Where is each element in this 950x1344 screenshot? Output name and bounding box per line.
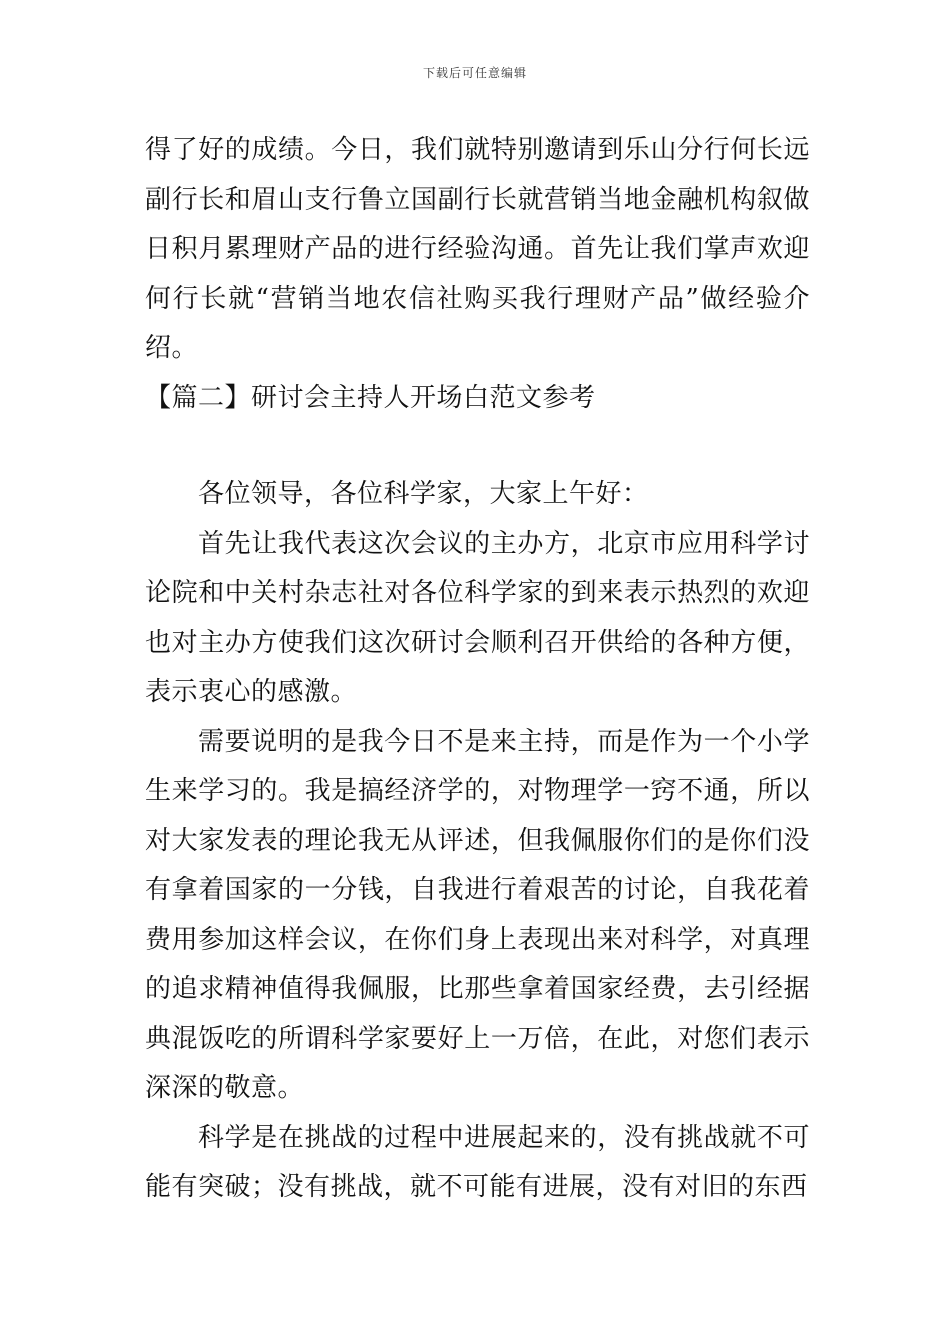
- paragraph-welcome: 首先让我代表这次会议的主办方，北京市应用科学讨论院和中关村杂志社对各位科学家的到来表示热烈的欢迎也对主办方使我们这次研讨会顺利召开供给的各种方便，表示衷心的感激。: [145, 528, 810, 707]
- paragraph-intro-continuation: 得了好的成绩。今日，我们就特别邀请到乐山分行何长远副行长和眉山支行鲁立国副行长就营销当地金融机构叙做日积月累理财产品的进行经验沟通。首先让我们掌声欢迎何行长就“营销当地农信社购买我行理财产品”做经验介绍。: [145, 135, 810, 363]
- page-header-note: 下载后可任意编辑: [422, 66, 527, 80]
- paragraph-explanation: 需要说明的是我今日不是来主持，而是作为一个小学生来学习的。我是搞经济学的，对物理学一窍不通，所以对大家发表的理论我无从评述，但我佩服你们的是你们没有拿着国家的一分钱，自我进行着艰苦的讨论，自我花着费用参加这样会议，在你们身上表现出来对科学，对真理的追求精神值得我佩服，比那些拿着国家经费，去引经据典混饭吃的所谓科学家要好上一万倍，在此，对您们表示深深的敬意。: [145, 726, 810, 1103]
- document-body: [145, 126, 810, 1213]
- paragraph-science: 科学是在挑战的过程中进展起来的，没有挑战就不可能有突破；没有挑战，就不可能有进展，没有对旧的东西: [145, 1122, 810, 1202]
- paragraph-greeting: 各位领导，各位科学家，大家上午好：: [198, 479, 649, 509]
- section-spacer: [145, 423, 810, 470]
- section-heading: 【篇二】研讨会主持人开场白范文参考: [145, 382, 596, 413]
